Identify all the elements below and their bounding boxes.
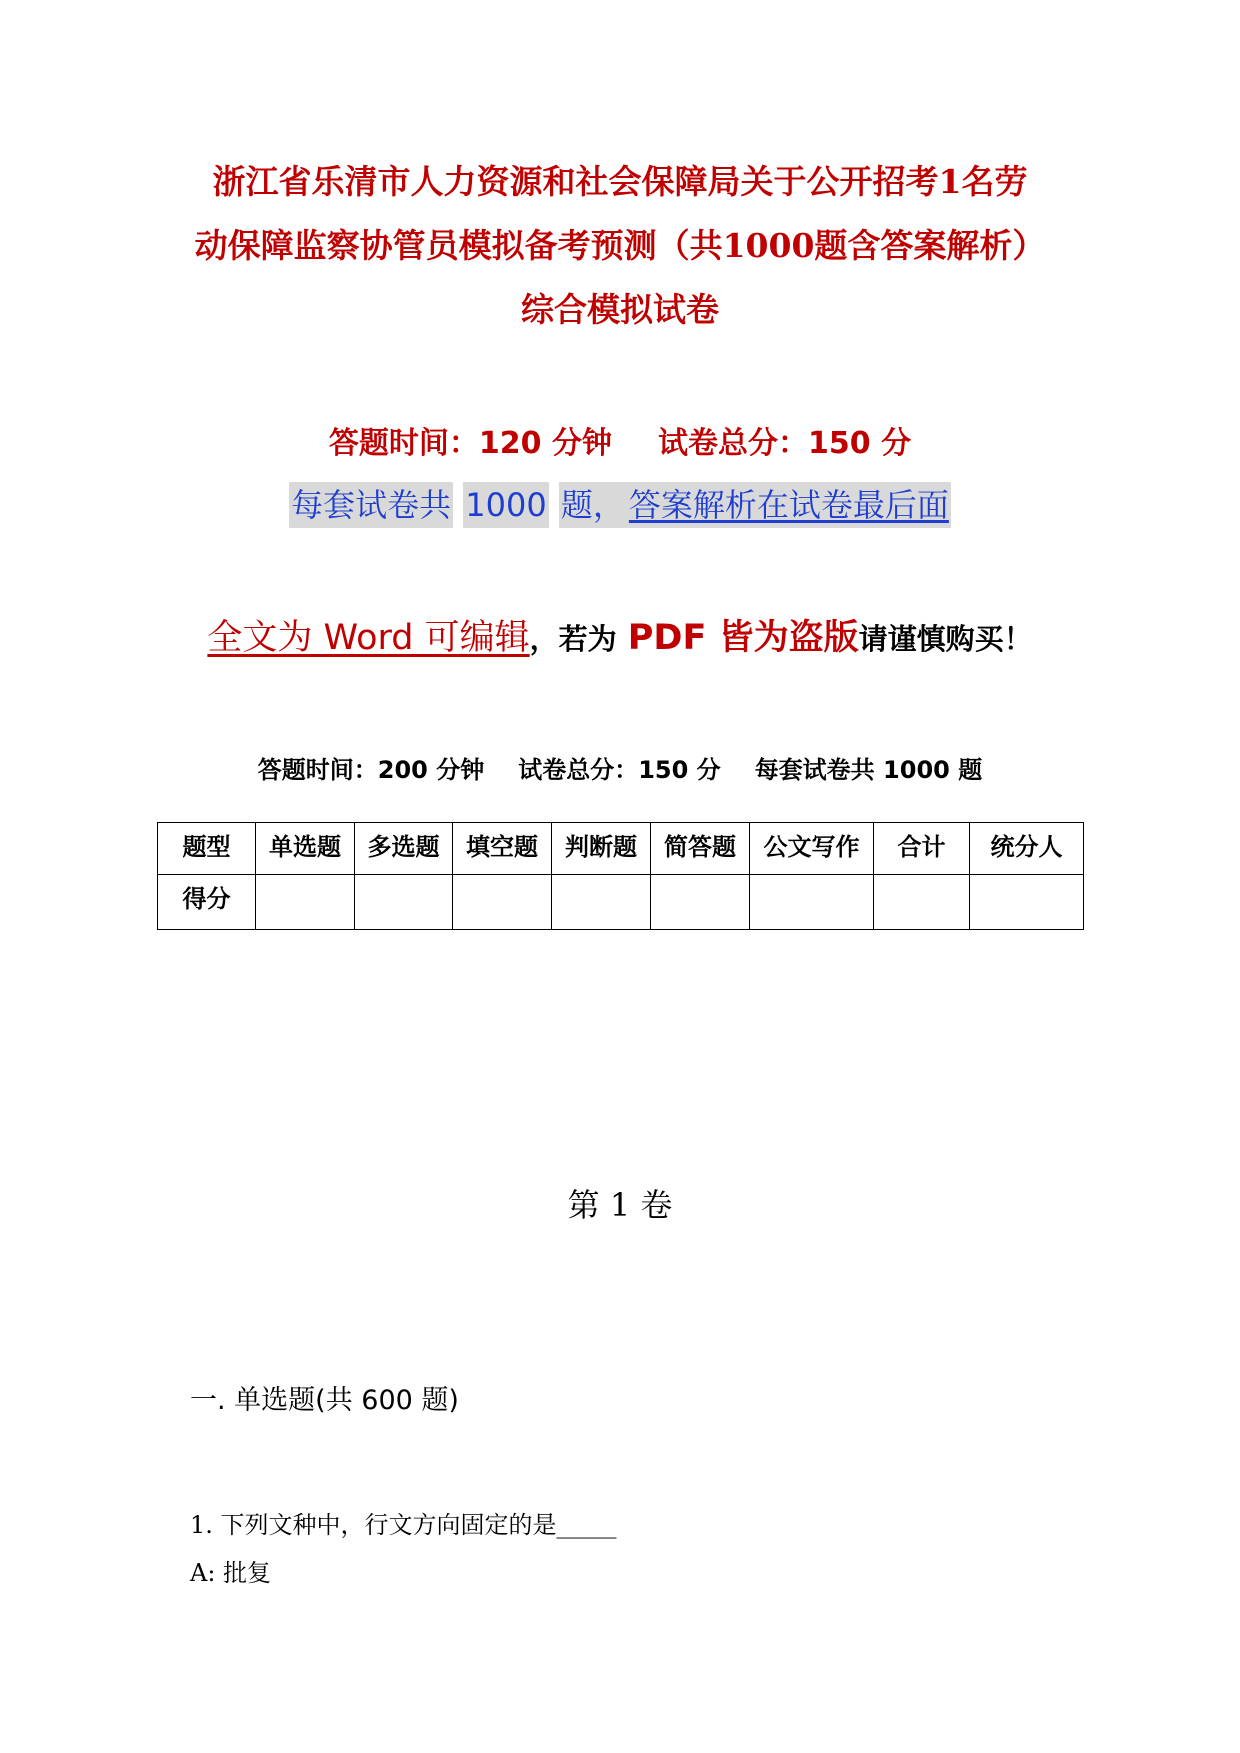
table-header-cell: 统分人 — [970, 823, 1084, 875]
question-text: 1. 下列文种中，行文方向固定的是_____ — [190, 1511, 617, 1539]
score-cell-grader[interactable] — [970, 875, 1084, 930]
volume-title: 第 1 卷 — [567, 1186, 673, 1224]
question-count-number: 1000 — [463, 482, 548, 528]
table-header-cell: 多选题 — [355, 823, 453, 875]
exam-time-text: 答题时间：120 分钟 — [328, 426, 612, 461]
option-a[interactable]: A: 批复 — [190, 1559, 272, 1587]
score-table-score-row — [158, 875, 1084, 930]
title-line-1: 浙江省乐清市人力资源和社会保障局关于公开招考1名劳 — [212, 162, 1028, 201]
table-header-cell: 简答题 — [651, 823, 750, 875]
score-cell-fill-blank[interactable] — [453, 875, 552, 930]
table-header-cell: 合计 — [874, 823, 970, 875]
exam-info-line — [0, 418, 1240, 462]
score-table-header-row — [158, 823, 1084, 875]
score-cell-multiple-choice[interactable] — [355, 875, 453, 930]
score-cell-single-choice[interactable] — [256, 875, 355, 930]
table-header-cell: 填空题 — [453, 823, 552, 875]
table-header-cell: 单选题 — [256, 823, 355, 875]
table-header-cell: 判断题 — [552, 823, 651, 875]
exam-score-text: 试卷总分：150 分 — [658, 426, 912, 461]
score-cell-official-writing[interactable] — [750, 875, 874, 930]
score-cell-total[interactable] — [874, 875, 970, 930]
table-header-cell: 公文写作 — [750, 823, 874, 875]
title-line-2: 动保障监察协管员模拟备考预测（共1000题含答案解析） — [194, 226, 1046, 265]
document-title — [150, 150, 1090, 342]
word-editable-text[interactable]: 全文为 Word 可编辑 — [207, 618, 530, 658]
answer-location-link[interactable]: 答案解析在试卷最后面 — [627, 482, 951, 528]
summary-time: 答题时间：200 分钟 — [257, 756, 485, 784]
score-cell-short-answer[interactable] — [651, 875, 750, 930]
section-title: 一. 单选题(共 600 题) — [190, 1385, 459, 1416]
question-count-suffix: 题， — [559, 482, 627, 528]
question-count-prefix: 每套试卷共 — [289, 482, 453, 528]
purchase-caution-text: 请谨慎购买！ — [858, 622, 1033, 656]
answer-location-notice — [0, 480, 1240, 526]
notice-comma-text: ，若为 — [529, 622, 617, 656]
pdf-piracy-text: PDF 皆为盗版 — [627, 618, 859, 658]
table-header-cell: 题型 — [158, 823, 256, 875]
summary-score: 试卷总分：150 分 — [518, 756, 721, 784]
word-editable-notice — [0, 610, 1240, 660]
score-table — [157, 822, 1084, 930]
title-line-3: 综合模拟试卷 — [521, 290, 719, 329]
exam-summary-line — [0, 750, 1240, 785]
table-row-label: 得分 — [158, 875, 256, 930]
score-cell-true-false[interactable] — [552, 875, 651, 930]
summary-count: 每套试卷共 1000 题 — [754, 756, 983, 784]
